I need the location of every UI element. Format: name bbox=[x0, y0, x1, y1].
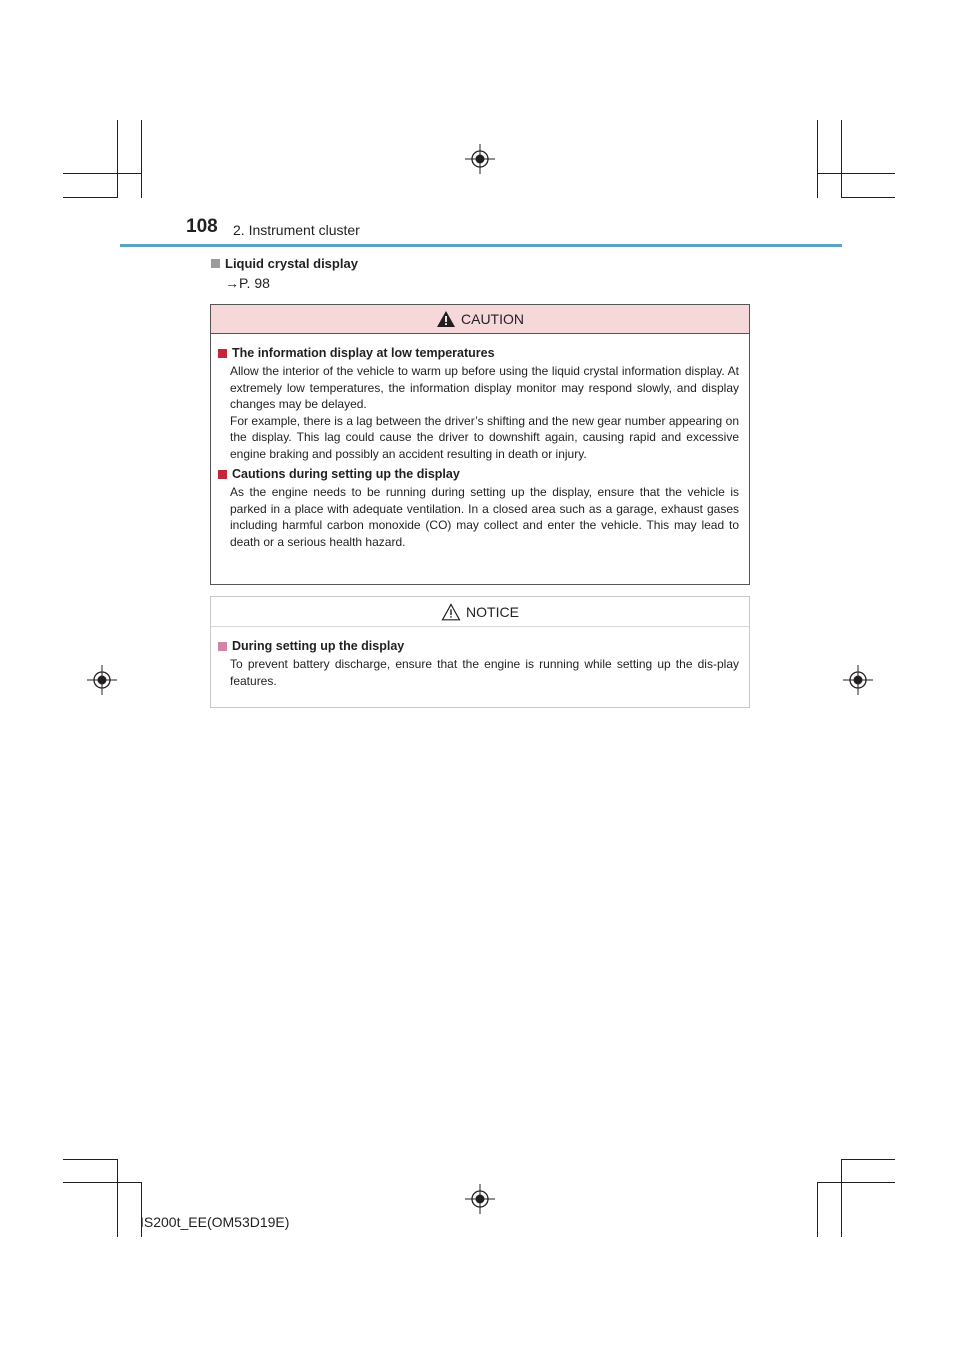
header-divider bbox=[120, 244, 842, 247]
section-title: Liquid crystal display bbox=[225, 256, 358, 271]
crop-mark bbox=[63, 197, 118, 198]
crop-mark bbox=[817, 120, 818, 198]
warning-triangle-outline-icon bbox=[441, 603, 461, 621]
registration-mark-icon bbox=[843, 665, 873, 695]
warning-triangle-icon bbox=[436, 310, 456, 328]
crop-mark bbox=[141, 120, 142, 198]
caution-box bbox=[210, 304, 750, 585]
notice-header bbox=[211, 597, 749, 627]
crop-mark bbox=[841, 120, 842, 198]
crop-mark bbox=[63, 1159, 118, 1160]
chapter-title: 2. Instrument cluster bbox=[233, 222, 360, 238]
caution-item-title: Cautions during setting up the display bbox=[232, 467, 460, 481]
caution-item-title: The information display at low temperatures bbox=[232, 346, 495, 360]
section-liquid-crystal-display bbox=[211, 256, 751, 291]
notice-box bbox=[210, 596, 750, 708]
caution-item bbox=[218, 467, 739, 550]
caution-item-text: As the engine needs to be running during setting up the display, ensure that the vehicle is parked in a place with adequate ventilation. In a closed area such as a garage, exhaust gases including harmful carbon monoxide (CO) may collect and enter the vehicle. This may lead to death or a serious health hazard. bbox=[230, 485, 739, 549]
crop-mark bbox=[841, 197, 895, 198]
square-bullet-icon bbox=[218, 470, 227, 479]
crop-mark bbox=[63, 173, 141, 174]
crop-mark bbox=[117, 120, 118, 198]
crop-mark bbox=[817, 173, 895, 174]
crop-mark bbox=[117, 1159, 118, 1237]
caution-item-text: For example, there is a lag between the driver’s shifting and the new gear number appearing on the display. This lag could cause the driver to downshift again, causing rapid and excessive engine braking and possibly an accident resulting in death or injury. bbox=[230, 413, 739, 461]
registration-mark-icon bbox=[87, 665, 117, 695]
notice-title: NOTICE bbox=[466, 603, 519, 620]
notice-item-title: During setting up the display bbox=[232, 639, 405, 653]
crop-mark bbox=[817, 1182, 818, 1237]
caution-title: CAUTION bbox=[461, 311, 524, 327]
crop-mark bbox=[841, 1159, 895, 1160]
square-bullet-icon bbox=[218, 349, 227, 358]
registration-mark-icon bbox=[465, 1184, 495, 1214]
square-bullet-icon bbox=[211, 259, 220, 268]
crop-mark bbox=[841, 1159, 842, 1237]
caution-item-text: Allow the interior of the vehicle to warm up before using the liquid crystal information display. At extremely low temperatures, the information display monitor may respond slowly, and display changes may be delayed. bbox=[230, 364, 739, 411]
notice-item bbox=[218, 639, 739, 689]
crop-mark bbox=[63, 1182, 141, 1183]
caution-item bbox=[218, 346, 739, 462]
caution-header bbox=[211, 305, 749, 334]
crop-mark bbox=[817, 1182, 895, 1183]
page-number: 108 bbox=[186, 216, 218, 237]
page-reference-link[interactable]: →P. 98 bbox=[225, 275, 270, 291]
square-bullet-icon bbox=[218, 642, 227, 651]
notice-item-text: To prevent battery discharge, ensure that the engine is running while setting up the dis-play features. bbox=[230, 657, 739, 688]
registration-mark-icon bbox=[465, 144, 495, 174]
model-code: IS200t_EE(OM53D19E) bbox=[140, 1214, 290, 1230]
